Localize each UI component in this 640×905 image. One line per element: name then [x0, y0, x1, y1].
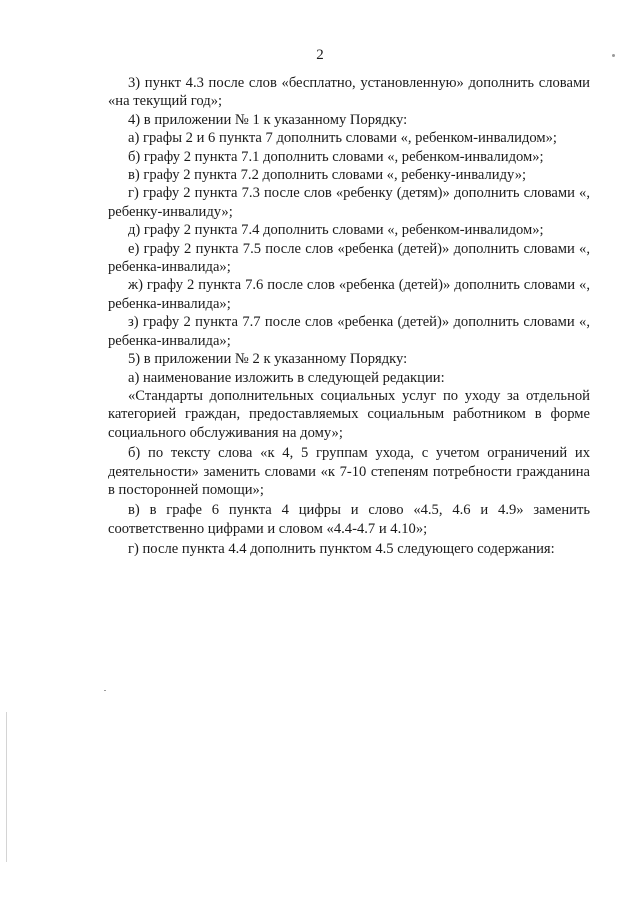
paragraph-5a: а) наименование изложить в следующей редакции:	[128, 369, 445, 386]
paragraph-5v: в) в графе 6 пункта 4 цифры и слово «4.5, 4.6 и 4.9» заменить соответственно цифрами и словом «4.4-4.7 и 4.10»;	[108, 502, 590, 537]
paragraph-4d: д) графу 2 пункта 7.4 дополнить словами «, ребенком-инвалидом»;	[128, 222, 544, 239]
paragraph-4zh: ж) графу 2 пункта 7.6 после слов «ребенка (детей)» дополнить словами «, ребенка-инвалида»;	[108, 277, 590, 312]
scan-artifact-dot	[612, 54, 615, 57]
paragraph-4e: е) графу 2 пункта 7.5 после слов «ребенка (детей)» дополнить словами «, ребенка-инвалида»;	[108, 240, 590, 276]
paragraph-5a-quote: «Стандарты дополнительных социальных услуг по уходу за отдельной категорией граждан, предоставляемых социальным работником в форме социального обслуживания на дому»;	[108, 387, 590, 441]
paragraph-5g: г) после пункта 4.4 дополнить пунктом 4.5 следующего содержания:	[128, 541, 555, 558]
scan-artifact-margin-line	[6, 712, 7, 862]
paragraph-5b: б) по тексту слова «к 4, 5 группам ухода, с учетом ограничений их деятельности» заменить словами «к 7-10 степеням потребности гражданина в посторонней помощи»;	[108, 445, 590, 498]
paragraph-3: 3) пункт 4.3 после слов «бесплатно, установленную» дополнить словами «на текущий год»;	[108, 75, 590, 110]
paragraph-4a: а) графы 2 и 6 пункта 7 дополнить словами «, ребенком-инвалидом»;	[128, 130, 557, 147]
paragraph-4v: в) графу 2 пункта 7.2 дополнить словами «, ребенку-инвалиду»;	[128, 167, 527, 184]
page-number: 2	[316, 47, 324, 63]
scan-artifact-dash	[104, 690, 106, 691]
document-body	[108, 74, 590, 559]
paragraph-4g: г) графу 2 пункта 7.3 после слов «ребенку (детям)» дополнить словами «, ребенку-инвалиду»;	[108, 185, 590, 220]
paragraph-4b: б) графу 2 пункта 7.1 дополнить словами «, ребенком-инвалидом»;	[128, 148, 544, 165]
paragraph-5: 5) в приложении № 2 к указанному Порядку:	[128, 351, 408, 368]
paragraph-4: 4) в приложении № 1 к указанному Порядку:	[128, 111, 408, 128]
paragraph-4z: з) графу 2 пункта 7.7 после слов «ребенка (детей)» дополнить словами «, ребенка-инвалида»;	[108, 314, 590, 349]
